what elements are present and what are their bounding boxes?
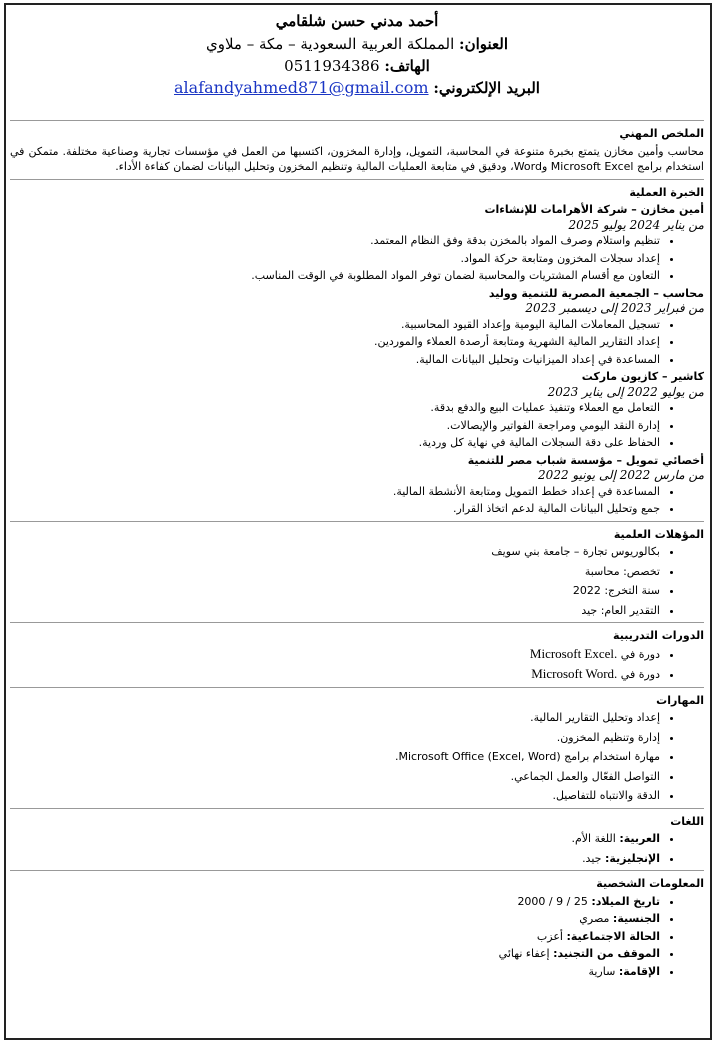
skills-list: [10, 710, 704, 804]
info-label: الإقامة:: [618, 964, 660, 978]
email-label: البريد الإلكتروني:: [433, 79, 540, 97]
list-item: • مهارة استخدام برامج (Microsoft Office (Excel, Word.: [10, 749, 660, 765]
address-line: [20, 34, 694, 54]
language-label: العربية:: [619, 832, 660, 845]
job-duties: [10, 317, 704, 368]
job-title: كاشير – كازيون ماركت: [581, 370, 704, 383]
course-prefix: دورة في: [620, 647, 660, 661]
list-item: [10, 646, 660, 663]
info-label: الجنسية:: [612, 912, 660, 925]
divider: [10, 622, 704, 623]
resume-body: [10, 116, 704, 981]
info-value: مصري: [579, 912, 610, 925]
info-label: الموقف من التجنيد:: [553, 947, 660, 960]
list-item: [10, 946, 660, 962]
job-title: محاسب – الجمعية المصرية للتنمية ووليد: [488, 286, 704, 300]
divider: [10, 870, 704, 871]
job-date: من مارس 2022 إلى يونيو 2022: [538, 468, 704, 482]
course-prefix: دورة في: [620, 668, 660, 681]
skills-title: المهارات: [656, 693, 704, 707]
list-item: • المساعدة في إعداد خطط التمويل ومتابعة الأنشطة المالية.: [10, 484, 660, 500]
courses-title: الدورات التدريبية: [613, 629, 704, 642]
list-item: • تنظيم واستلام وصرف المواد بالمخزن بدقة وفق النظام المعتمد.: [10, 233, 660, 249]
list-item: • التعاون مع أقسام المشتريات والمحاسبة لضمان توفر المواد المطلوبة في الوقت المناسب.: [10, 268, 660, 284]
personal-title: المعلومات الشخصية: [596, 877, 704, 890]
summary-section: [10, 126, 704, 175]
info-value: 25 / 9 / 2000: [517, 894, 588, 908]
list-item: [10, 911, 660, 927]
languages-section: [10, 814, 704, 867]
job-date: من فبراير 2023 إلى ديسمبر 2023: [525, 301, 704, 315]
job-date: من يناير 2024 يوليو 2025: [568, 217, 704, 232]
address-label: العنوان:: [459, 35, 509, 53]
language-label: الإنجليزية:: [604, 851, 660, 865]
divider: [10, 120, 704, 121]
phone-value: 0511934386: [284, 57, 380, 75]
email-link[interactable]: alafandyahmed871@gmail.com: [174, 78, 429, 97]
course-name: Microsoft Excel.: [529, 645, 618, 661]
info-value: أعزب: [536, 929, 563, 943]
list-item: • إدارة النقد اليومي ومراجعة الفواتير والإيصالات.: [10, 418, 660, 434]
info-value: إعفاء نهائي: [498, 947, 550, 960]
list-item: • تخصص: محاسبة: [10, 564, 660, 580]
list-item: [10, 831, 660, 847]
list-item: • تسجيل المعاملات المالية اليومية وإعداد القيود المحاسبية.: [10, 317, 660, 333]
summary-text: محاسب وأمين مخازن يتمتع بخبرة متنوعة في المحاسبة، التمويل، وإدارة المخزون، اكتسبها من العمل في مؤسسات تجارية وصناعية مختلفة. متمكن في استخدام برامج Microsoft Excel وWord، ودقيق في متابعة العمليات المالية وتنظيم المخزون وتحليل البيانات لضمان كفاءة الأداء.: [10, 144, 704, 173]
divider: [10, 521, 704, 522]
job-duties: [10, 484, 704, 517]
education-section: [10, 527, 704, 619]
courses-section: [10, 628, 704, 683]
info-value: سارية: [588, 964, 616, 978]
phone-label: الهاتف:: [384, 57, 430, 75]
applicant-name: أحمد مدني حسن شلقامي: [275, 12, 439, 30]
list-item: [10, 851, 660, 867]
education-list: [10, 544, 704, 618]
job-title: أمين مخازن – شركة الأهرامات للإنشاءات: [484, 203, 704, 216]
courses-list: [10, 646, 704, 683]
language-level: اللغة الأم.: [571, 832, 616, 845]
list-item: [10, 964, 660, 980]
job-date: من يوليو 2022 إلى يناير 2023: [547, 384, 704, 399]
phone-line: [20, 56, 694, 76]
list-item: • التواصل الفعّال والعمل الجماعي.: [10, 769, 660, 785]
job-duties: [10, 400, 704, 451]
personal-list: [10, 894, 704, 980]
resume-header: [20, 12, 694, 100]
list-item: • جمع وتحليل البيانات المالية لدعم اتخاذ القرار.: [10, 501, 660, 517]
experience-section: [10, 185, 704, 517]
list-item: • إدارة وتنظيم المخزون.: [10, 730, 660, 746]
divider: [10, 179, 704, 180]
summary-title: الملخص المهني: [619, 127, 704, 140]
list-item: • إعداد التقارير المالية الشهرية ومتابعة أرصدة العملاء والموردين.: [10, 334, 660, 350]
list-item: • سنة التخرج: 2022: [10, 583, 660, 599]
divider: [10, 808, 704, 809]
list-item: • بكالوريوس تجارة – جامعة بني سويف: [10, 544, 660, 560]
info-label: تاريخ الميلاد:: [591, 894, 660, 908]
languages-title: اللغات: [670, 814, 704, 828]
list-item: • المساعدة في إعداد الميزانيات وتحليل البيانات المالية.: [10, 352, 660, 368]
job-duties: [10, 233, 704, 284]
list-item: • التقدير العام: جيد: [10, 603, 660, 619]
course-name: Microsoft Word.: [531, 666, 618, 681]
job-title: أخصائي تمويل – مؤسسة شباب مصر للتنمية: [467, 453, 704, 467]
list-item: [10, 894, 660, 910]
divider: [10, 687, 704, 688]
email-line: [20, 78, 694, 98]
list-item: • الدقة والانتباه للتفاصيل.: [10, 788, 660, 804]
personal-section: [10, 876, 704, 979]
info-label: الحالة الاجتماعية:: [566, 929, 660, 943]
list-item: • إعداد وتحليل التقارير المالية.: [10, 710, 660, 726]
list-item: • التعامل مع العملاء وتنفيذ عمليات البيع والدفع بدقة.: [10, 400, 660, 416]
list-item: • الحفاظ على دقة السجلات المالية في نهاية كل وردية.: [10, 435, 660, 451]
language-level: جيد.: [582, 851, 602, 865]
address-value: المملكة العربية السعودية – مكة – ملاوي: [205, 35, 455, 53]
skills-section: [10, 693, 704, 804]
list-item: [10, 666, 660, 683]
languages-list: [10, 831, 704, 866]
list-item: • إعداد سجلات المخزون ومتابعة حركة المواد.: [10, 251, 660, 267]
list-item: [10, 929, 660, 945]
education-title: المؤهلات العلمية: [613, 527, 704, 541]
experience-title: الخبرة العملية: [629, 185, 704, 199]
